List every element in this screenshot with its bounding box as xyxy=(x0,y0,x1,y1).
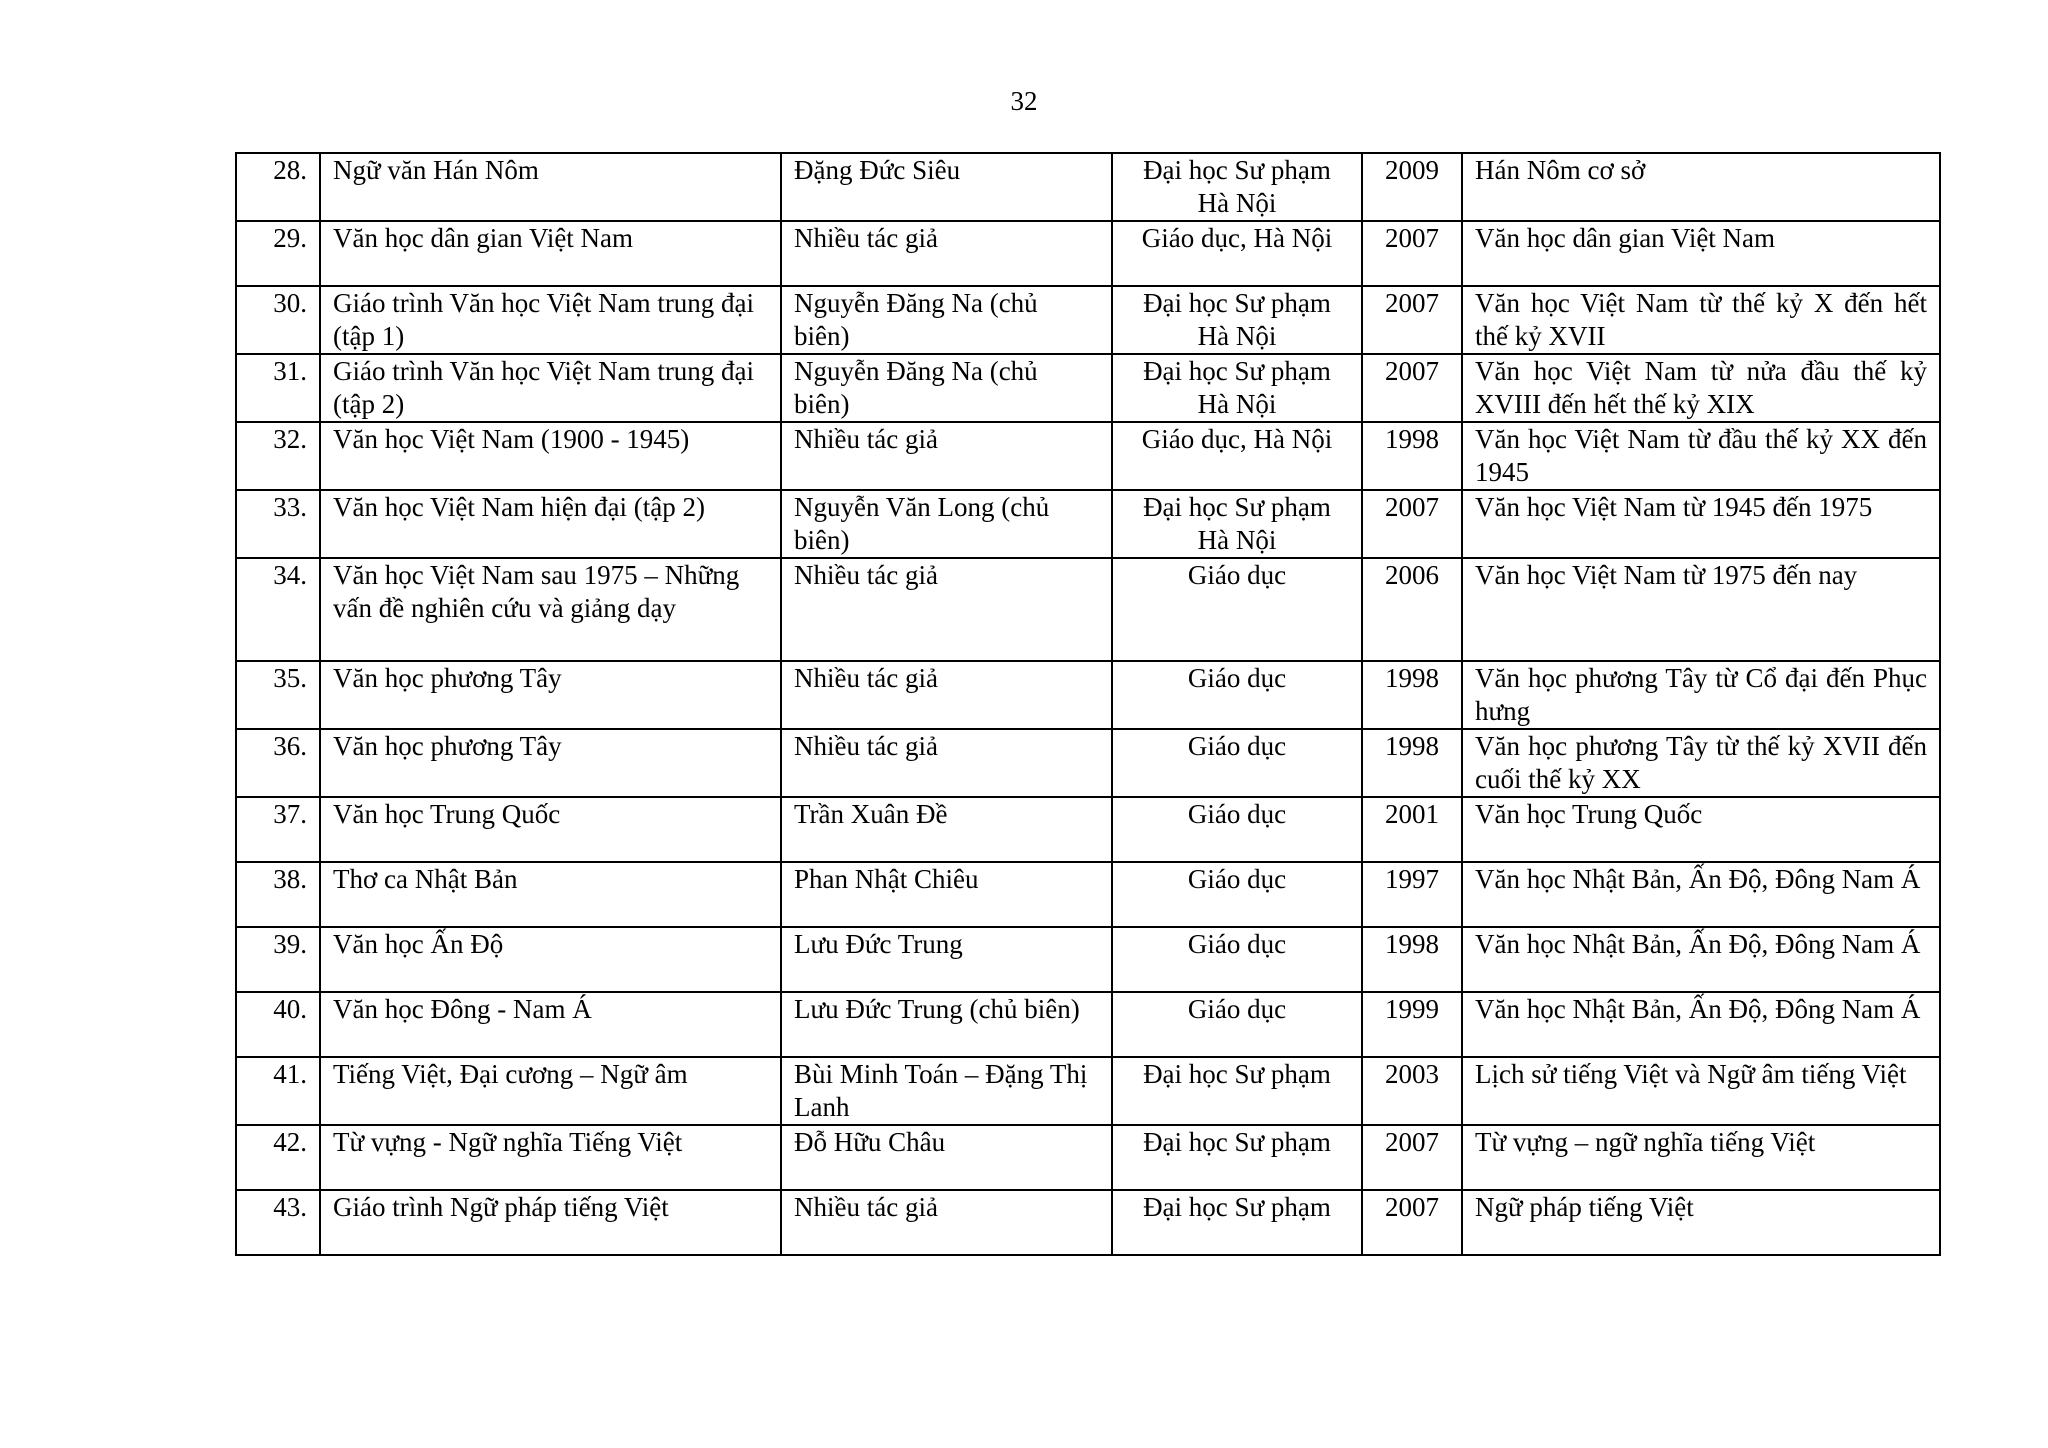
book-year: 1998 xyxy=(1362,661,1462,729)
table-row xyxy=(236,153,1940,221)
table-row xyxy=(236,927,1940,992)
book-year: 2007 xyxy=(1362,221,1462,286)
table-row xyxy=(236,1190,1940,1255)
book-author: Nhiều tác giả xyxy=(781,558,1112,661)
book-author: Nhiều tác giả xyxy=(781,729,1112,797)
book-publisher: Giáo dục xyxy=(1112,797,1362,862)
row-number: 32. xyxy=(236,422,320,490)
book-publisher: Đại học Sư phạm Hà Nội xyxy=(1112,286,1362,354)
book-subject: Văn học phương Tây từ Cổ đại đến Phục hưng xyxy=(1462,661,1940,729)
book-author: Phan Nhật Chiêu xyxy=(781,862,1112,927)
row-number: 31. xyxy=(236,354,320,422)
book-year: 1999 xyxy=(1362,992,1462,1057)
book-title: Giáo trình Ngữ pháp tiếng Việt xyxy=(320,1190,781,1255)
book-subject: Từ vựng – ngữ nghĩa tiếng Việt xyxy=(1462,1125,1940,1190)
book-subject: Văn học Việt Nam từ 1945 đến 1975 xyxy=(1462,490,1940,558)
book-author: Trần Xuân Đề xyxy=(781,797,1112,862)
book-subject: Lịch sử tiếng Việt và Ngữ âm tiếng Việt xyxy=(1462,1057,1940,1125)
textbook-table xyxy=(235,152,1941,1256)
book-author: Nhiều tác giả xyxy=(781,221,1112,286)
book-title: Tiếng Việt, Đại cương – Ngữ âm xyxy=(320,1057,781,1125)
book-title: Văn học Trung Quốc xyxy=(320,797,781,862)
row-number: 35. xyxy=(236,661,320,729)
book-year: 1998 xyxy=(1362,422,1462,490)
book-publisher: Giáo dục xyxy=(1112,992,1362,1057)
book-title: Văn học phương Tây xyxy=(320,729,781,797)
book-year: 1998 xyxy=(1362,729,1462,797)
book-title: Văn học Ấn Độ xyxy=(320,927,781,992)
row-number: 43. xyxy=(236,1190,320,1255)
book-subject: Văn học Việt Nam từ đầu thế kỷ XX đến 1945 xyxy=(1462,422,1940,490)
row-number: 30. xyxy=(236,286,320,354)
book-publisher: Đại học Sư phạm Hà Nội xyxy=(1112,153,1362,221)
table-row xyxy=(236,286,1940,354)
book-author: Lưu Đức Trung (chủ biên) xyxy=(781,992,1112,1057)
book-publisher: Đại học Sư phạm Hà Nội xyxy=(1112,354,1362,422)
book-author: Đỗ Hữu Châu xyxy=(781,1125,1112,1190)
row-number: 39. xyxy=(236,927,320,992)
book-publisher: Giáo dục xyxy=(1112,661,1362,729)
row-number: 40. xyxy=(236,992,320,1057)
book-title: Văn học Đông - Nam Á xyxy=(320,992,781,1057)
book-author: Nhiều tác giả xyxy=(781,1190,1112,1255)
book-publisher: Đại học Sư phạm xyxy=(1112,1190,1362,1255)
book-year: 2006 xyxy=(1362,558,1462,661)
row-number: 28. xyxy=(236,153,320,221)
book-publisher: Giáo dục xyxy=(1112,558,1362,661)
book-year: 2007 xyxy=(1362,1190,1462,1255)
book-subject: Văn học Trung Quốc xyxy=(1462,797,1940,862)
book-author: Nhiều tác giả xyxy=(781,422,1112,490)
book-title: Giáo trình Văn học Việt Nam trung đại (tập 2) xyxy=(320,354,781,422)
book-year: 1998 xyxy=(1362,927,1462,992)
row-number: 37. xyxy=(236,797,320,862)
table-row xyxy=(236,729,1940,797)
book-subject: Văn học phương Tây từ thế kỷ XVII đến cuối thế kỷ XX xyxy=(1462,729,1940,797)
row-number: 36. xyxy=(236,729,320,797)
book-author: Nhiều tác giả xyxy=(781,661,1112,729)
book-author: Đặng Đức Siêu xyxy=(781,153,1112,221)
book-author: Nguyễn Đăng Na (chủ biên) xyxy=(781,354,1112,422)
row-number: 33. xyxy=(236,490,320,558)
book-publisher: Giáo dục xyxy=(1112,927,1362,992)
table-row xyxy=(236,558,1940,661)
row-number: 38. xyxy=(236,862,320,927)
book-title: Văn học phương Tây xyxy=(320,661,781,729)
book-publisher: Giáo dục, Hà Nội xyxy=(1112,221,1362,286)
book-publisher: Đại học Sư phạm xyxy=(1112,1125,1362,1190)
book-title: Văn học Việt Nam hiện đại (tập 2) xyxy=(320,490,781,558)
page-number: 32 xyxy=(1010,86,1038,116)
book-author: Nguyễn Văn Long (chủ biên) xyxy=(781,490,1112,558)
table-row xyxy=(236,354,1940,422)
table-row xyxy=(236,661,1940,729)
book-author: Bùi Minh Toán – Đặng Thị Lanh xyxy=(781,1057,1112,1125)
table-row xyxy=(236,221,1940,286)
book-title: Giáo trình Văn học Việt Nam trung đại (tập 1) xyxy=(320,286,781,354)
table-row xyxy=(236,862,1940,927)
book-title: Thơ ca Nhật Bản xyxy=(320,862,781,927)
book-subject: Văn học Việt Nam từ thế kỷ X đến hết thế kỷ XVII xyxy=(1462,286,1940,354)
book-subject: Văn học Việt Nam từ nửa đầu thế kỷ XVIII đến hết thế kỷ XIX xyxy=(1462,354,1940,422)
book-publisher: Đại học Sư phạm xyxy=(1112,1057,1362,1125)
book-author: Lưu Đức Trung xyxy=(781,927,1112,992)
table-row xyxy=(236,1057,1940,1125)
book-publisher: Giáo dục xyxy=(1112,862,1362,927)
book-subject: Văn học dân gian Việt Nam xyxy=(1462,221,1940,286)
book-publisher: Giáo dục xyxy=(1112,729,1362,797)
book-year: 2007 xyxy=(1362,1125,1462,1190)
book-year: 2009 xyxy=(1362,153,1462,221)
table-row xyxy=(236,797,1940,862)
book-publisher: Giáo dục, Hà Nội xyxy=(1112,422,1362,490)
table-row xyxy=(236,422,1940,490)
book-title: Văn học Việt Nam sau 1975 – Những vấn đề nghiên cứu và giảng dạy xyxy=(320,558,781,661)
book-title: Văn học dân gian Việt Nam xyxy=(320,221,781,286)
book-subject: Hán Nôm cơ sở xyxy=(1462,153,1940,221)
book-year: 2007 xyxy=(1362,354,1462,422)
book-year: 2007 xyxy=(1362,286,1462,354)
book-author: Nguyễn Đăng Na (chủ biên) xyxy=(781,286,1112,354)
row-number: 42. xyxy=(236,1125,320,1190)
book-year: 2007 xyxy=(1362,490,1462,558)
book-year: 2001 xyxy=(1362,797,1462,862)
table-row xyxy=(236,490,1940,558)
book-subject: Văn học Nhật Bản, Ấn Độ, Đông Nam Á xyxy=(1462,927,1940,992)
book-subject: Văn học Việt Nam từ 1975 đến nay xyxy=(1462,558,1940,661)
book-subject: Văn học Nhật Bản, Ấn Độ, Đông Nam Á xyxy=(1462,862,1940,927)
book-year: 2003 xyxy=(1362,1057,1462,1125)
book-subject: Ngữ pháp tiếng Việt xyxy=(1462,1190,1940,1255)
table-row xyxy=(236,1125,1940,1190)
book-title: Văn học Việt Nam (1900 - 1945) xyxy=(320,422,781,490)
table-row xyxy=(236,992,1940,1057)
book-year: 1997 xyxy=(1362,862,1462,927)
row-number: 41. xyxy=(236,1057,320,1125)
book-title: Ngữ văn Hán Nôm xyxy=(320,153,781,221)
row-number: 29. xyxy=(236,221,320,286)
row-number: 34. xyxy=(236,558,320,661)
book-subject: Văn học Nhật Bản, Ấn Độ, Đông Nam Á xyxy=(1462,992,1940,1057)
book-title: Từ vựng - Ngữ nghĩa Tiếng Việt xyxy=(320,1125,781,1190)
book-publisher: Đại học Sư phạm Hà Nội xyxy=(1112,490,1362,558)
